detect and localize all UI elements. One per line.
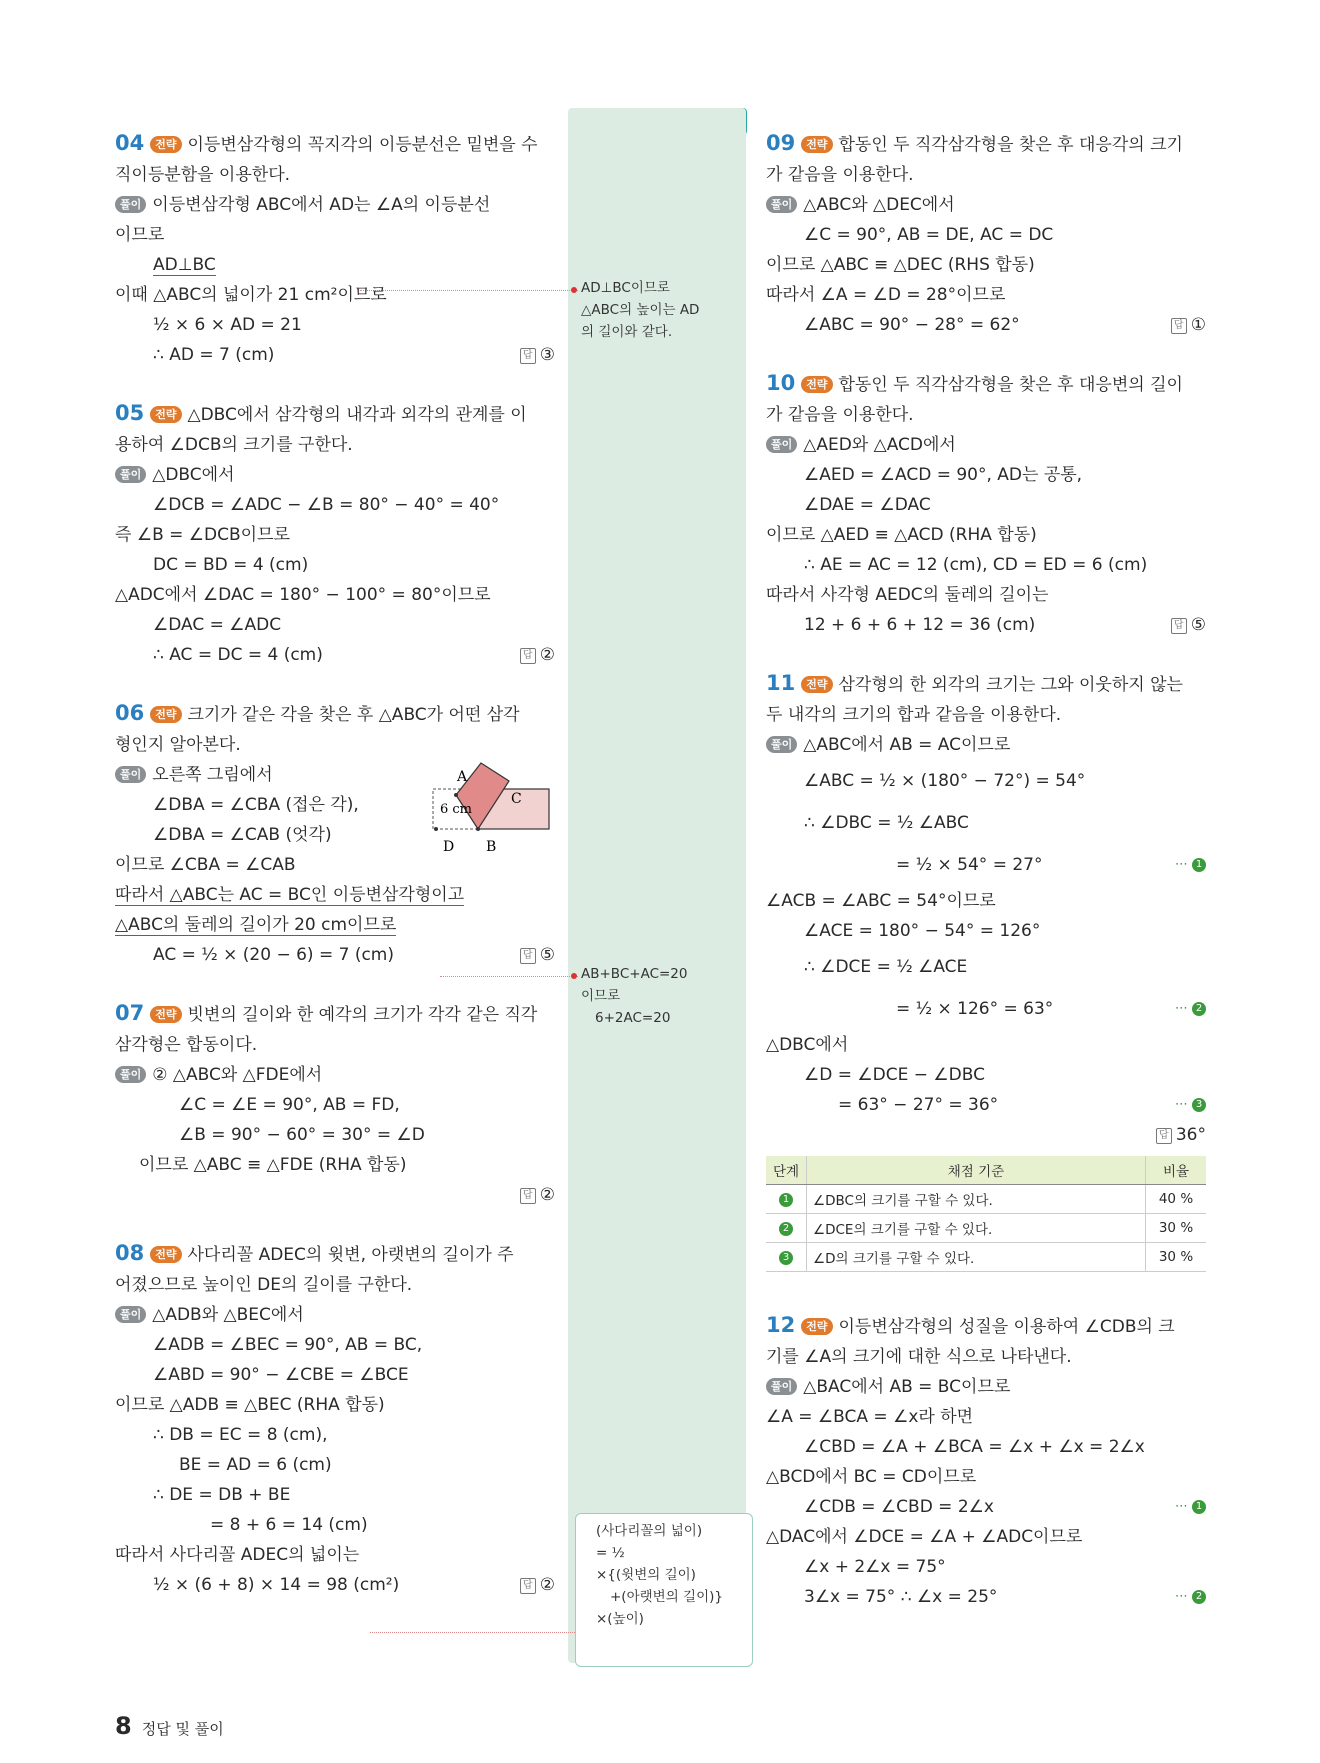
problem-09: 09 전략 합동인 두 직각삼각형을 찾은 후 대응각의 크기 가 같음을 이용한다. 풀이 △ABC와 △DEC에서 ∠C = 90°, AB = DE, AC = DC 이므로 △ABC ≡ △DEC (RHS 합동) 따라서 ∠A = ∠D = 28°이므로 ∠ABC = 90° − 28° = 62° 답 ① <box>766 131 1206 335</box>
problem-number: 04 <box>115 131 145 155</box>
length-label: 6 cm <box>440 802 473 817</box>
label-c: C <box>511 791 522 807</box>
table-row: 2 ∠DCE의 크기를 구할 수 있다. 30 % <box>766 1214 1206 1243</box>
folded-rectangle-figure <box>423 753 555 853</box>
leader-line <box>370 1632 575 1633</box>
problem-12: 12 전략 이등변삼각형의 성질을 이용하여 ∠CDB의 크 기를 ∠A의 크기에 대한 식으로 나타낸다. 풀이 △BAC에서 AB = BC이므로 ∠A = ∠BCA = ∠x라 하면 ∠CBD = ∠A + ∠BCA = ∠x + ∠x = 2∠x △BCD에서 BC = CD이므로 ∠CDB = ∠CBD = 2∠x ⋯ 1 △DAC에서 ∠DCE = ∠A + ∠ADC이므로 ∠x + 2∠x = 75° 3∠x = 75° ∴ ∠x = 25° ⋯ 2 <box>766 1310 1206 1612</box>
label-b: B <box>486 839 497 853</box>
leader-dot <box>571 973 577 979</box>
problem-11: 11 전략 삼각형의 한 외각의 크기는 그와 이웃하지 않는 두 내각의 크기의 합과 같음을 이용한다. 풀이 △ABC에서 AB = AC이므로 ∠ABC = ½ × (180° − 72°) = 54° ∴ ∠DBC = ½ ∠ABC = ½ × 54° = 27° ⋯ 1 ∠ACB = ∠ABC = 54°이므로 ∠ACE = 180° − 54° = 126° ∴ ∠DCE = ½ ∠ACE = ½ × 126° = 63° ⋯ 2 △DBC에서 ∠D = ∠DCE − ∠DBC = 63° − 27° = 36° ⋯ 3 답 36° 단계 채점 기준 비율 1 ∠DBC의 크기를 구할 수 있다. 40 % 2 ∠DCE의 크기를 구할 수 있다. 30 % 3 ∠D의 크기를 구할 수 있다. 30 % <box>766 668 1206 1272</box>
side-note-08: (사다리꼴의 넓이) = ½ ×{(윗변의 길이) +(아랫변의 길이)} ×(높이) <box>575 1513 753 1667</box>
page-footer: 8 정답 및 풀이 <box>115 1712 224 1740</box>
strategy-tag: 전략 <box>150 136 181 153</box>
label-a: A <box>457 769 468 785</box>
problem-04: 04 전략 이등변삼각형의 꼭지각의 이등분선은 밑변을 수 직이등분함을 이용한다. 풀이 이등변삼각형 ABC에서 AD는 ∠A의 이등분선 이므로 AD⊥BC 이때 △ABC의 넓이가 21 cm²이므로 ½ × 6 × AD = 21 ∴ AD = 7 (cm) 답 ③ <box>115 128 555 370</box>
page-number: 8 <box>115 1712 132 1740</box>
problem-08: 08 전략 사다리꼴 ADEC의 윗변, 아랫변의 길이가 주 어졌으므로 높이인 DE의 길이를 구한다. 풀이 △ADB와 △BEC에서 ∠ADB = ∠BEC = 90°, AB = BC, ∠ABD = 90° − ∠CBE = ∠BCE 이므로 △ADB ≡ △BEC (RHA 합동) ∴ DB = EC = 8 (cm), BE = AD = 6 (cm) ∴ DE = DB + BE = 8 + 6 = 14 (cm) 따라서 사다리꼴 ADEC의 넓이는 ½ × (6 + 8) × 14 = 98 (cm²) 답 ② <box>115 1241 555 1595</box>
right-column <box>766 128 1206 1640</box>
table-row: 3 ∠D의 크기를 구할 수 있다. 30 % <box>766 1243 1206 1272</box>
answer: 답 ③ <box>520 340 555 370</box>
label-d: D <box>443 839 455 853</box>
table-row: 1 ∠DBC의 크기를 구할 수 있다. 40 % <box>766 1185 1206 1214</box>
solution-tag: 풀이 <box>115 196 146 213</box>
side-note-06: AB+BC+AC=20 이므로 6+2AC=20 <box>581 966 688 1026</box>
left-column <box>115 128 555 1628</box>
problem-07: 07 전략 빗변의 길이와 한 예각의 크기가 각각 같은 직각 삼각형은 합동이다. 풀이 ② △ABC와 △FDE에서 ∠C = ∠E = 90°, AB = FD, ∠B = 90° − 60° = 30° = ∠D 이므로 △ABC ≡ △FDE (RHA 합동) 답 ② <box>115 1001 555 1205</box>
problem-05: 05 전략 △DBC에서 삼각형의 내각과 외각의 관계를 이 용하여 ∠DCB의 크기를 구한다. 풀이 △DBC에서 ∠DCB = ∠ADC − ∠B = 80° − 40° = 40° 즉 ∠B = ∠DCB이므로 DC = BD = 4 (cm) △ADC에서 ∠DAC = 180° − 100° = 80°이므로 ∠DAC = ∠ADC ∴ AC = DC = 4 (cm) 답 ② <box>115 401 555 665</box>
side-note-04: AD⊥BC이므로 △ABC의 높이는 AD 의 길이와 같다. <box>581 280 700 340</box>
grading-table: 단계 채점 기준 비율 1 ∠DBC의 크기를 구할 수 있다. 40 % 2 ∠DCE의 크기를 구할 수 있다. 30 % 3 ∠D의 크기를 구할 수 있다. 30 % <box>766 1156 1206 1272</box>
problem-06: 06 전략 크기가 같은 각을 찾은 후 △ABC가 어떤 삼각 형인지 알아본다. 풀이 오른쪽 그림에서 ∠DBA = ∠CBA (접은 각), ∠DBA = ∠CAB (엇각) 이므로 ∠CBA = ∠CAB 따라서 △ABC는 AC = BC인 이등변삼각형이고 △ABC의 둘레의 길이가 20 cm이므로 AC = ½ × (20 − 6) = 7 (cm) 답 ⑤ A B D C 6 cm <box>115 701 555 965</box>
problem-10: 10 전략 합동인 두 직각삼각형을 찾은 후 대응변의 길이 가 같음을 이용한다. 풀이 △AED와 △ACD에서 ∠AED = ∠ACD = 90°, AD는 공통, ∠DAE = ∠DAC 이므로 △AED ≡ △ACD (RHA 합동) ∴ AE = AC = 12 (cm), CD = ED = 6 (cm) 따라서 사각형 AEDC의 둘레의 길이는 12 + 6 + 6 + 12 = 36 (cm) 답 ⑤ <box>766 371 1206 635</box>
leader-dot <box>571 287 577 293</box>
